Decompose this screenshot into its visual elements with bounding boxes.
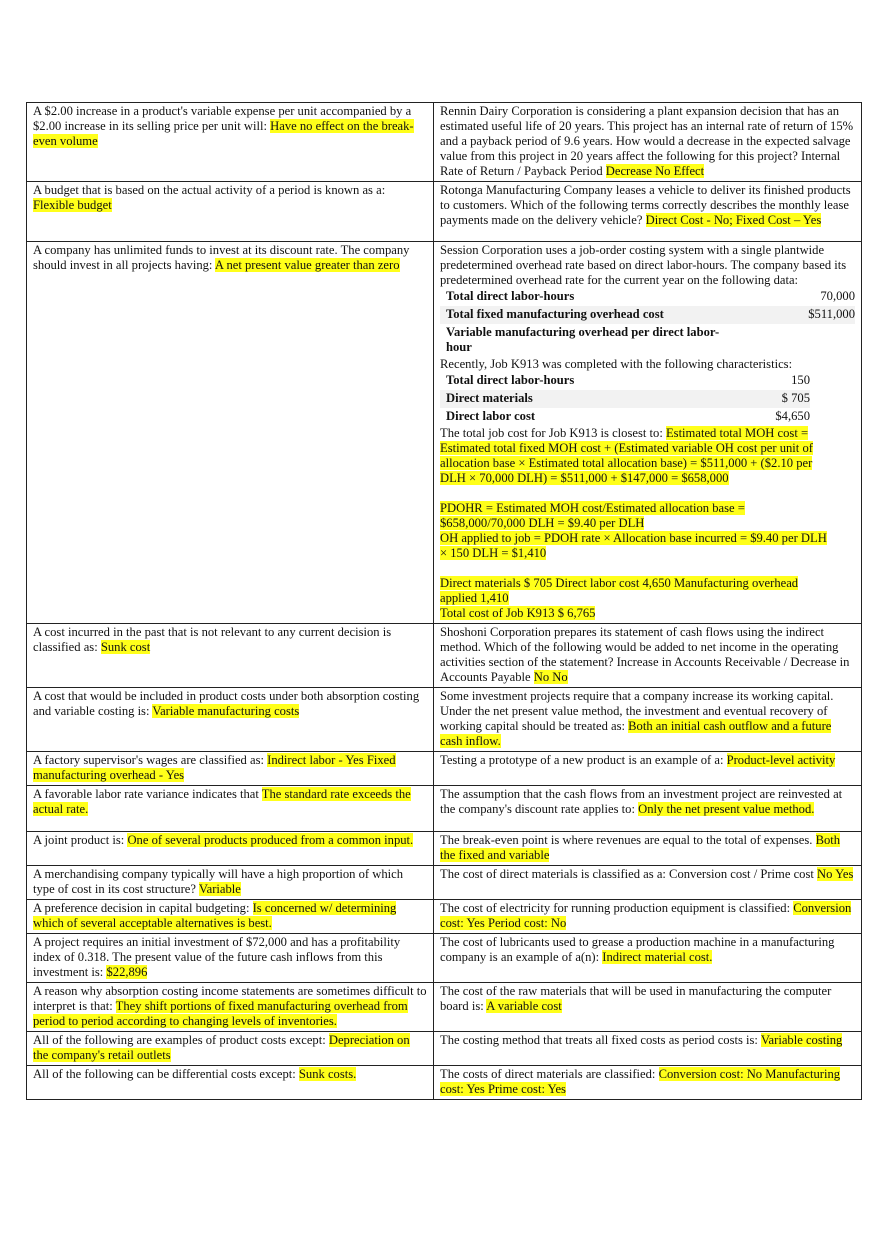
answer-highlight: A net present value greater than zero <box>214 258 400 272</box>
right-cell <box>434 1032 862 1066</box>
left-cell <box>27 182 434 242</box>
question-text: A cost that would be included in product costs under both absorption costing and variable costing is: <box>33 689 420 718</box>
answer-highlight: Direct Cost - No; Fixed Cost – Yes <box>645 213 822 227</box>
data-label: Total direct labor-hours <box>446 289 575 303</box>
question-text: All of the following can be differential costs except: <box>33 1067 299 1081</box>
answer-highlight: Direct materials $ 705 Direct labor cost 4,650 Manufacturing overhead applied 1,410 <box>440 576 799 605</box>
question-text: A favorable labor rate variance indicates that <box>33 787 262 801</box>
answer-highlight: They shift portions of fixed manufacturing overhead from period to period according to changing levels of inventories. <box>33 999 408 1028</box>
table-row <box>27 832 862 866</box>
data-row <box>440 408 810 426</box>
left-cell <box>27 752 434 786</box>
left-cell <box>27 688 434 752</box>
answer-highlight: Depreciation on the company's retail outlets <box>33 1033 410 1062</box>
question-text: The break-even point is where revenues are equal to the total of expenses. <box>440 833 816 847</box>
question-text: The cost of electricity for running production equipment is classified: <box>440 901 794 915</box>
question-text: A company has unlimited funds to invest at its discount rate. The company should invest in all projects having: <box>33 243 410 272</box>
right-cell <box>434 934 862 983</box>
left-cell <box>27 103 434 182</box>
left-cell <box>27 983 434 1032</box>
table-row <box>27 688 862 752</box>
answer-highlight: Decrease No Effect <box>605 164 705 178</box>
question-text: A cost incurred in the past that is not relevant to any current decision is classified as: <box>33 625 392 654</box>
table-row <box>27 752 862 786</box>
job-data-table <box>440 372 810 426</box>
right-cell <box>434 624 862 688</box>
data-label: Total fixed manufacturing overhead cost <box>440 306 729 324</box>
question-text: A merchandising company typically will have a high proportion of which type of cost in its cost structure? <box>33 867 404 896</box>
table-row <box>27 624 862 688</box>
right-cell <box>434 832 862 866</box>
left-cell <box>27 832 434 866</box>
data-value: 70,000 <box>820 289 855 303</box>
data-value: 150 <box>791 373 810 387</box>
right-cell <box>434 900 862 934</box>
question-text: The cost of direct materials is classified as a: Conversion cost / Prime cost <box>440 867 818 881</box>
question-text: A budget that is based on the actual activity of a period is known as a: <box>33 183 386 197</box>
data-label: Variable manufacturing overhead per direct labor-hour <box>446 325 720 354</box>
question-text: The cost of the raw materials that will be used in manufacturing the computer board is: <box>440 984 832 1013</box>
table-row <box>27 900 862 934</box>
data-label: Total direct labor-hours <box>446 373 575 387</box>
answer-highlight: One of several products produced from a common input. <box>127 833 414 847</box>
answer-highlight: Flexible budget <box>33 198 112 212</box>
table-row <box>27 1032 862 1066</box>
answer-highlight: Conversion cost: No Manufacturing cost: Yes Prime cost: Yes <box>440 1067 841 1096</box>
right-cell <box>434 688 862 752</box>
answer-highlight: Only the net present value method. <box>638 802 815 816</box>
data-row <box>440 390 810 408</box>
right-cell <box>434 786 862 832</box>
data-label: Direct labor cost <box>446 409 536 423</box>
answer-highlight: Indirect labor - Yes Fixed manufacturing overhead - Yes <box>33 753 396 782</box>
table-row <box>27 786 862 832</box>
answer-highlight: No No <box>533 670 568 684</box>
answer-highlight: Product-level activity <box>726 753 836 767</box>
overhead-data-table <box>440 288 855 357</box>
question-text: The costs of direct materials are classified: <box>440 1067 659 1081</box>
answer-highlight: Both the fixed and variable <box>440 833 841 862</box>
question-text: A $2.00 increase in a product's variable expense per unit accompanied by a $2.00 increase in its selling price per unit will: <box>33 104 412 133</box>
answer-highlight: OH applied to job = PDOH rate × Allocation base incurred = $9.40 per DLH × 150 DLH = $1,410 <box>440 531 827 560</box>
question-text: Testing a prototype of a new product is an example of a: <box>440 753 727 767</box>
left-cell <box>27 866 434 900</box>
answer-highlight: $22,896 <box>106 965 148 979</box>
question-text: A factory supervisor's wages are classified as: <box>33 753 268 767</box>
question-text: A preference decision in capital budgeting: <box>33 901 253 915</box>
data-value <box>729 324 855 357</box>
answer-highlight: Both an initial cash outflow and a future cash inflow. <box>440 719 832 748</box>
table-row <box>27 103 862 182</box>
question-text: A joint product is: <box>33 833 128 847</box>
data-value: $ 705 <box>727 390 810 408</box>
data-row <box>440 324 855 357</box>
question-text: Rotonga Manufacturing Company leases a vehicle to deliver its finished products to customers. Which of the following terms correctly describes the monthly lease payments made on the delivery vehicle? <box>440 183 851 227</box>
question-text: A reason why absorption costing income statements are sometimes difficult to interpret is that: <box>33 984 427 1013</box>
table-row <box>27 866 862 900</box>
data-value: $511,000 <box>729 306 855 324</box>
table-row <box>27 1066 862 1100</box>
right-cell <box>434 182 862 242</box>
left-cell <box>27 1066 434 1100</box>
left-cell <box>27 624 434 688</box>
left-cell <box>27 900 434 934</box>
answer-highlight: Conversion cost: Yes Period cost: No <box>440 901 852 930</box>
answer-highlight: Estimated total MOH cost = Estimated total fixed MOH cost + (Estimated variable OH cost per unit of allocation base × Estimated total allocation base) = $511,000 + ($2.10 per DLH × 70,000 DLH) = $511,000 + $147,000 = $658,000 <box>440 426 813 485</box>
answer-highlight: Total cost of Job K913 $ 6,765 <box>440 606 596 620</box>
data-value: $4,650 <box>775 409 810 423</box>
left-cell <box>27 934 434 983</box>
right-cell <box>434 103 862 182</box>
answer-highlight: Variable <box>198 882 241 896</box>
answer-highlight: A variable cost <box>486 999 562 1013</box>
table-row <box>27 242 862 624</box>
answer-highlight: Sunk costs. <box>298 1067 357 1081</box>
right-cell <box>434 752 862 786</box>
answer-highlight: Variable manufacturing costs <box>152 704 300 718</box>
question-text: The costing method that treats all fixed costs as period costs is: <box>440 1033 761 1047</box>
question-text: The total job cost for Job K913 is closest to: <box>440 426 666 440</box>
question-text: A project requires an initial investment of $72,000 and has a profitability index of 0.318. The present value of the future cash inflows from this investment is: <box>33 935 401 979</box>
data-label: Direct materials <box>440 390 727 408</box>
question-text: Shoshoni Corporation prepares its statement of cash flows using the indirect method. Which of the following would be added to net income in the operating activities section of the statement? Increase in Accounts Receivable / Decrease in Accounts Payable <box>440 625 850 684</box>
question-text: Some investment projects require that a company increase its working capital. Under the net present value method, the investment and eventual recovery of working capital should be treated as: <box>440 689 834 733</box>
left-cell <box>27 786 434 832</box>
solution-block <box>440 426 832 621</box>
answer-highlight: The standard rate exceeds the actual rate. <box>33 787 411 816</box>
table-row <box>27 983 862 1032</box>
question-text: Rennin Dairy Corporation is considering a plant expansion decision that has an estimated useful life of 20 years. This project has an internal rate of return of 15% and a payback period of 9.6 years. How would a decrease in the expected salvage value from this project in 20 years affect the following for this project? Internal Rate of Return / Payback Period <box>440 104 854 178</box>
job-intro: Recently, Job K913 was completed with the following characteristics: <box>440 357 793 371</box>
answer-highlight: PDOHR = Estimated MOH cost/Estimated allocation base = $658,000/70,000 DLH = $9.40 per DLH <box>440 501 745 530</box>
right-cell <box>434 242 862 624</box>
answer-highlight: Variable costing <box>760 1033 843 1047</box>
answer-highlight: Indirect material cost. <box>602 950 713 964</box>
question-text: The assumption that the cash flows from an investment project are reinvested at the company's discount rate applies to: <box>440 787 843 816</box>
left-cell <box>27 242 434 624</box>
data-row <box>440 288 855 306</box>
table-row <box>27 182 862 242</box>
data-row <box>440 306 855 324</box>
answer-highlight: Have no effect on the break-even volume <box>33 119 414 148</box>
problem-intro: Session Corporation uses a job-order costing system with a single plantwide predetermined overhead rate based on direct labor-hours. The company based its predetermined overhead rate for the current year on the following data: <box>440 243 847 287</box>
right-cell <box>434 1066 862 1100</box>
question-text: The cost of lubricants used to grease a production machine in a manufacturing company is an example of a(n): <box>440 935 835 964</box>
answer-highlight: Is concerned w/ determining which of several acceptable alternatives is best. <box>33 901 397 930</box>
right-cell <box>434 983 862 1032</box>
right-cell <box>434 866 862 900</box>
data-row <box>440 372 810 390</box>
left-cell <box>27 1032 434 1066</box>
answer-highlight: Sunk cost <box>100 640 151 654</box>
qa-table <box>26 102 862 1100</box>
table-row <box>27 934 862 983</box>
question-text: All of the following are examples of product costs except: <box>33 1033 329 1047</box>
answer-highlight: No Yes <box>817 867 854 881</box>
